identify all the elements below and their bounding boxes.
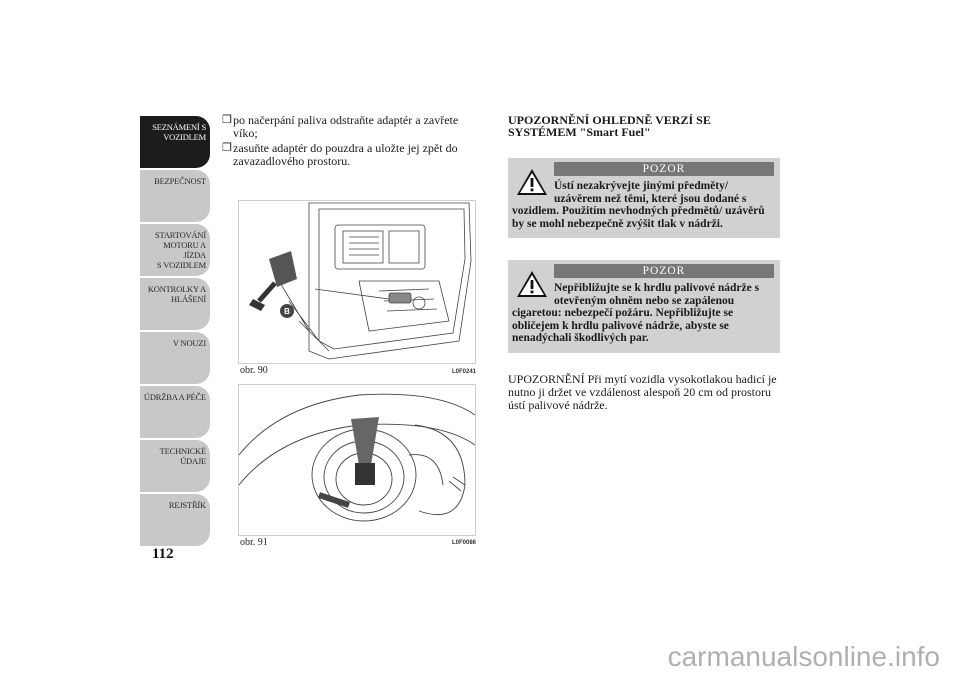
tab-label: V NOUZI bbox=[172, 338, 206, 348]
figure-caption: obr. 91 bbox=[240, 537, 268, 548]
warning-text bbox=[512, 282, 774, 345]
checkbox-bullet-icon: ❒ bbox=[222, 114, 232, 126]
list-item bbox=[222, 142, 482, 168]
tab-label: REJSTŘÍK bbox=[168, 500, 206, 510]
tab-label: ÚDRŽBA A PÉČE bbox=[143, 392, 206, 402]
warning-text-rest: cigaretou: nebezpečí požáru. Nepřibližujte se obličejem k hrdlu palivové nádrže, abyste se nenadýchali škodlivých par. bbox=[512, 307, 734, 344]
bullet-text: zasuňte adaptér do pouzdra a uložte jej zpět do zavazadlového prostoru. bbox=[233, 141, 458, 168]
tab-technicke-udaje[interactable] bbox=[140, 440, 210, 492]
tab-rejstrik[interactable] bbox=[140, 494, 210, 546]
tab-v-nouzi[interactable] bbox=[140, 332, 210, 384]
right-column bbox=[508, 114, 780, 412]
tab-startovani[interactable] bbox=[140, 224, 210, 276]
filler-illustration bbox=[239, 385, 475, 535]
tab-label: TECHNICKÉ ÚDAJE bbox=[159, 446, 206, 466]
tab-bezpecnost[interactable] bbox=[140, 170, 210, 222]
tab-kontrolky[interactable] bbox=[140, 278, 210, 330]
warning-text-rest: vozidlem. Použitím nevhodných předmětů/ uzávěrů by se mohl nebezpečně zvýšit tlak v nádrži. bbox=[512, 205, 765, 230]
tab-label: KONTROLKY A HLÁŠENÍ bbox=[147, 284, 206, 304]
checkbox-bullet-icon: ❒ bbox=[222, 142, 232, 154]
note-paragraph: UPOZORNĚNÍ Při mytí vozidla vysokotlakou hadicí je nutno ji držet ve vzdálenost alespoň 20 cm od prostoru ústí palivové nádrže. bbox=[508, 371, 777, 412]
warning-title: POZOR bbox=[554, 264, 774, 278]
tab-label: SEZNÁMENÍ S VOZIDLEM bbox=[152, 122, 206, 142]
section-heading: UPOZORNĚNÍ OHLEDNĚ VERZÍ SE SYSTÉMEM "Smart Fuel" bbox=[508, 113, 711, 139]
figure-code: L0F0086 bbox=[452, 540, 477, 546]
tab-label: BEZPEČNOST bbox=[154, 176, 206, 186]
list-item bbox=[222, 114, 482, 140]
figure-caption: obr. 90 bbox=[240, 365, 268, 376]
bullet-text: po načerpání paliva odstraňte adaptér a zavřete víko; bbox=[233, 113, 459, 140]
warning-text bbox=[512, 180, 774, 230]
left-column bbox=[222, 114, 482, 170]
warning-triangle-icon bbox=[516, 168, 548, 196]
warning-triangle-icon bbox=[516, 270, 548, 298]
watermark: carmanualsonline.info bbox=[667, 641, 940, 672]
warning-title: POZOR bbox=[554, 162, 774, 176]
warning-text-first: Nepřibližujte se k hrdlu palivové nádrže s otevřeným ohněm nebo se zapálenou bbox=[554, 282, 760, 307]
marker-b: B bbox=[284, 307, 290, 316]
warning-box bbox=[508, 158, 780, 238]
trunk-illustration bbox=[239, 201, 475, 363]
figure-trunk-adapter bbox=[238, 200, 476, 364]
figure-fuel-filler bbox=[238, 384, 476, 536]
figure-code: L0F0241 bbox=[452, 369, 477, 375]
tab-seznameni-s-vozidlem[interactable] bbox=[140, 116, 210, 168]
tab-udrzba[interactable] bbox=[140, 386, 210, 438]
page-number: 112 bbox=[152, 546, 174, 562]
tab-label: STARTOVÁNÍ MOTORU A JÍZDA S VOZIDLEM bbox=[155, 230, 206, 270]
warning-text-first: Ústí nezakrývejte jinými předměty/ uzávěrem než těmi, které jsou dodané s bbox=[554, 180, 747, 205]
warning-box bbox=[508, 260, 780, 353]
